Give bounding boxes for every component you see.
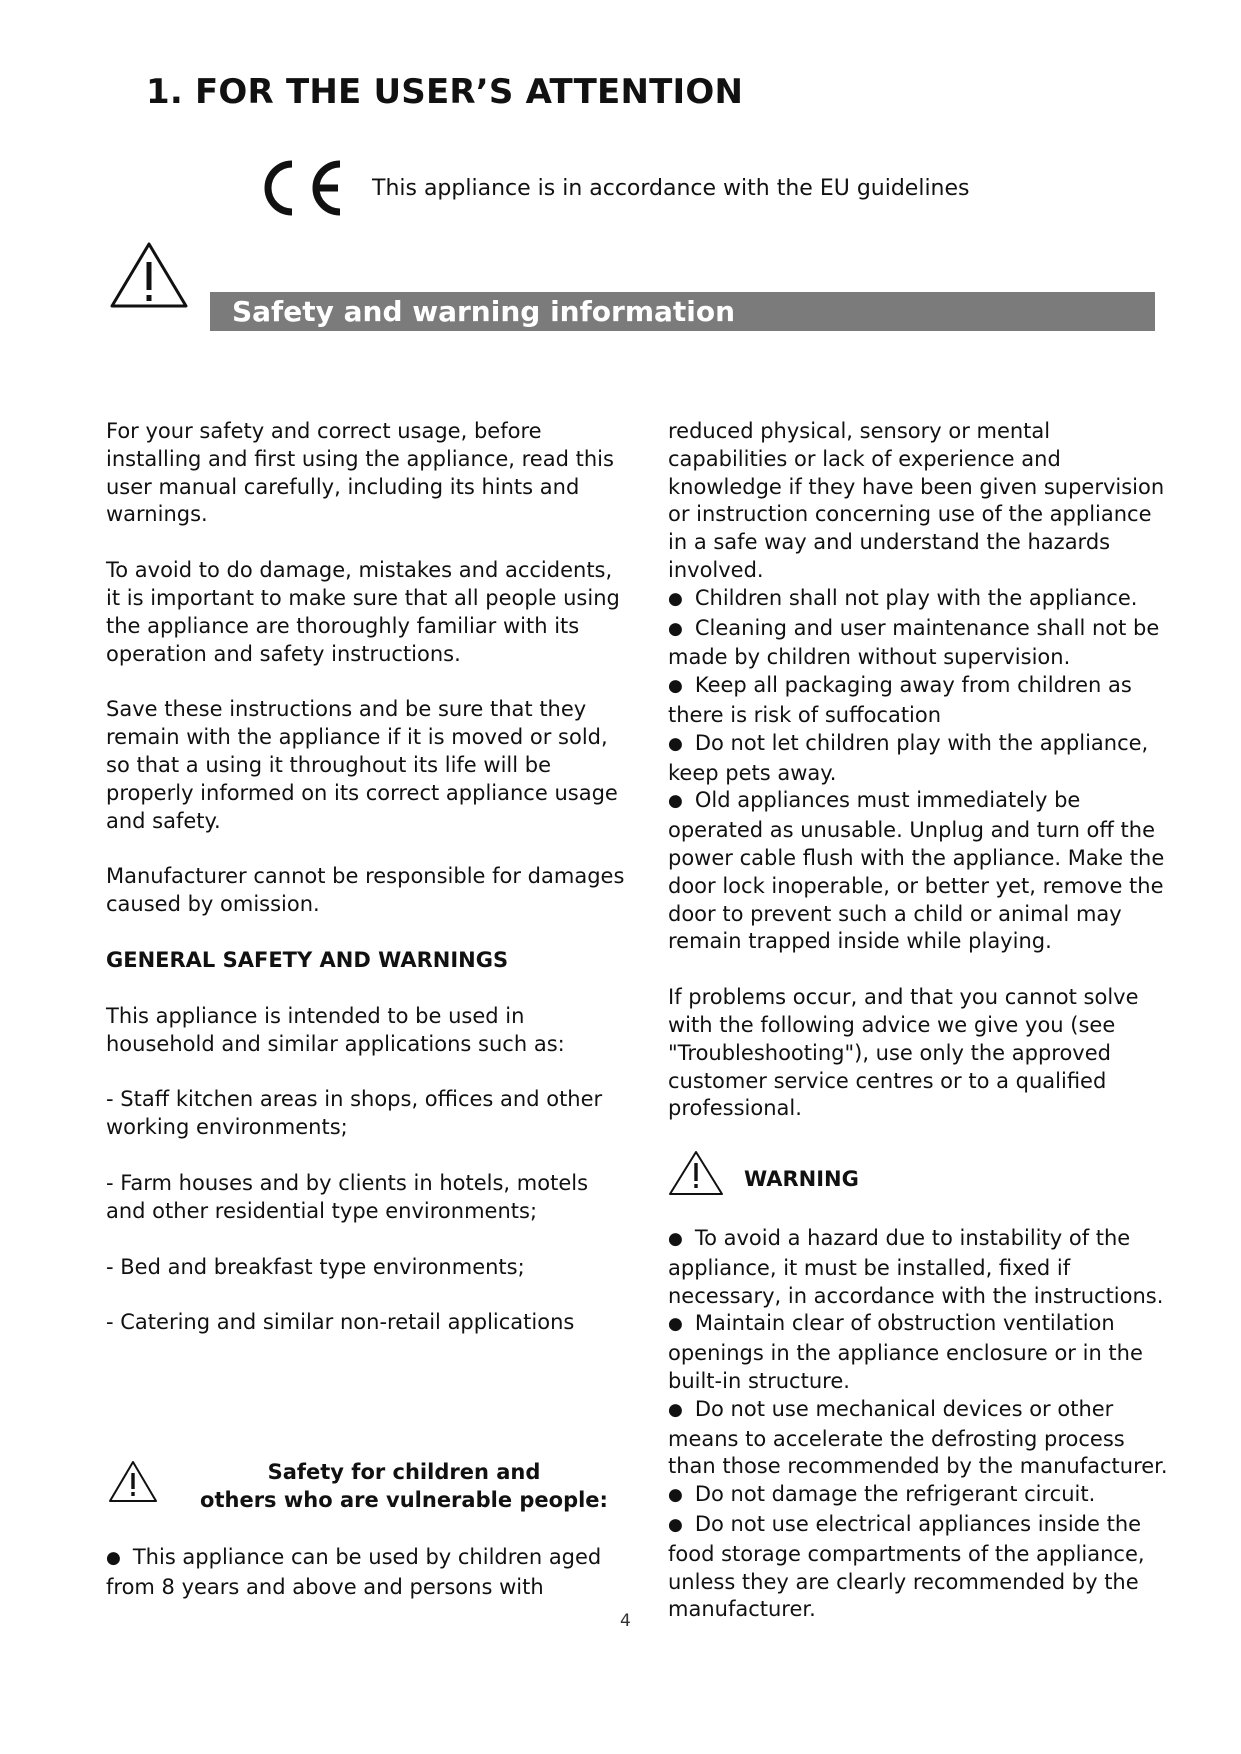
- damage-paragraph: To avoid to do damage, mistakes and accidents, it is important to make sure that all people using the appliance are thoroughly familiar with its operation and safety instructions.: [106, 558, 620, 666]
- warning-bullet: ● Do not damage the refrigerant circuit.: [668, 1481, 1168, 1511]
- page-number: 4: [620, 1611, 631, 1631]
- right-column: [668, 418, 1168, 1123]
- use-list-item: - Staff kitchen areas in shops, offices and other working environments;: [106, 1087, 603, 1140]
- warning-triangle-icon: [108, 240, 190, 312]
- section-banner: [210, 292, 1155, 331]
- use-list-item: - Catering and similar non-retail applications: [106, 1310, 575, 1335]
- general-safety-heading: GENERAL SAFETY AND WARNINGS: [106, 947, 509, 972]
- safety-bullet: ● Keep all packaging away from children as there is risk of suffocation: [668, 672, 1168, 730]
- page-title: 1. FOR THE USER’S ATTENTION: [146, 72, 744, 112]
- save-instructions-paragraph: Save these instructions and be sure that they remain with the appliance if it is moved or sold, so that a using it throughout its life will be properly informed on its correct appliance usage and safety.: [106, 697, 618, 833]
- children-safety-title-line1: Safety for children and: [267, 1460, 541, 1484]
- children-bullet: ● This appliance can be used by children aged from 8 years and above and persons with: [106, 1544, 626, 1602]
- warning-triangle-icon: [108, 1460, 158, 1504]
- left-column: [106, 418, 626, 1337]
- intro-paragraph: For your safety and correct usage, before installing and first using the appliance, read this user manual carefully, including its hints and warnings.: [106, 419, 614, 527]
- capabilities-continuation: reduced physical, sensory or mental capabilities or lack of experience and knowledge if they have been given supervision or instruction concerning use of the appliance in a safe way and understand the hazards involved.: [668, 419, 1165, 582]
- warning-bullet: ● Do not use mechanical devices or other means to accelerate the defrosting process than those recommended by the manufacturer.: [668, 1396, 1168, 1481]
- problems-paragraph: If problems occur, and that you cannot solve with the following advice we give you (see "Troubleshooting"), use only the approved customer service centres or to a qualified professional.: [668, 985, 1139, 1121]
- warning-heading: [668, 1150, 968, 1200]
- use-list-item: - Farm houses and by clients in hotels, motels and other residential type environments;: [106, 1170, 589, 1223]
- ce-compliance-text: This appliance is in accordance with the EU guidelines: [372, 176, 970, 201]
- safety-bullet: ● Children shall not play with the appliance.: [668, 585, 1168, 615]
- children-safety-title-line2: others who are vulnerable people:: [200, 1488, 608, 1512]
- warning-title: WARNING: [744, 1167, 859, 1191]
- warning-list: [668, 1225, 1168, 1624]
- warning-bullet: ● To avoid a hazard due to instability of the appliance, it must be installed, fixed if necessary, in accordance with the instructions.: [668, 1225, 1168, 1310]
- manufacturer-paragraph: Manufacturer cannot be responsible for damages caused by omission.: [106, 864, 625, 917]
- safety-bullet: ● Cleaning and user maintenance shall not be made by children without supervision.: [668, 615, 1168, 673]
- ce-mark-icon: [262, 156, 348, 220]
- safety-bullet: ● Do not let children play with the appliance, keep pets away.: [668, 730, 1168, 788]
- children-safety-heading: [106, 1456, 626, 1516]
- safety-bullet: ● Old appliances must immediately be operated as unusable. Unplug and turn off the power cable flush with the appliance. Make the door lock inoperable, or better yet, remove the door to prevent such a child or animal may remain trapped inside while playing.: [668, 787, 1168, 956]
- warning-bullet: ● Maintain clear of obstruction ventilation openings in the appliance enclosure or in the built-in structure.: [668, 1310, 1168, 1395]
- warning-bullet: ● Do not use electrical appliances inside the food storage compartments of the appliance, unless they are clearly recommended by the manufacturer.: [668, 1511, 1168, 1624]
- intended-use-paragraph: This appliance is intended to be used in household and similar applications such as:: [106, 1003, 565, 1056]
- section-banner-title: Safety and warning information: [232, 295, 736, 328]
- warning-triangle-icon: [668, 1150, 724, 1196]
- use-list-item: - Bed and breakfast type environments;: [106, 1254, 525, 1279]
